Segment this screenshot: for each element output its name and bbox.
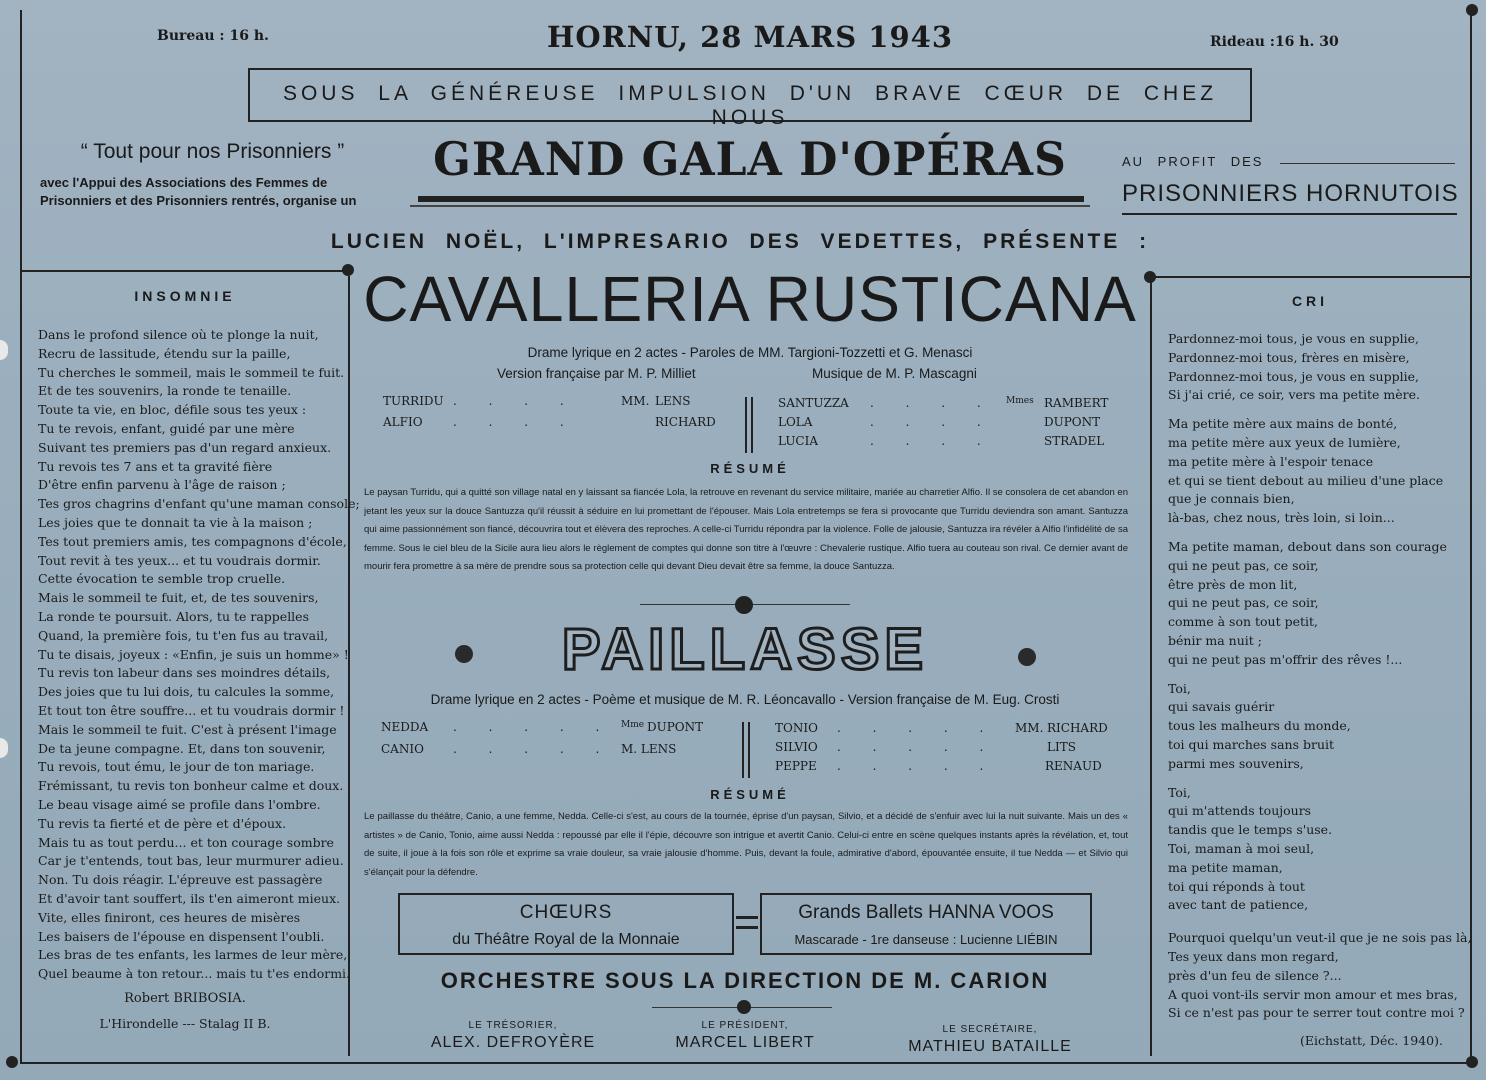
opera2-resume: Le paillasse du théâtre, Canio, a une femme, Nedda. Celle-ci s'est, au cours de la tournée, éprise d'un paysan, Silvio, et a décidé de s'enfuir avec lui la nuit suivante. Mais un des « artistes » de Canio, Tonio, aime aussi Nedda : repoussé par elle il l'épie, découvre son intrigue et avertit Canio. Celui-ci entre en scène quelques instants après la révélation, et, tout de suite, il joue à la fois son rôle et exprime sa vraie douleur, sa vraie jalousie d'homme. Puis, devant la foule, admirative d'abord, épouvantée ensuite, il tue Nedda — et Silvio qui s'élançait pour la défendre.: [364, 811, 1128, 878]
role-name: LUCIA: [778, 434, 819, 448]
officer-role: LE SECRÉTAIRE,: [942, 1024, 1038, 1035]
cast-row: [383, 394, 728, 413]
equals-sign-top: [736, 916, 758, 919]
leader-dots: . . . . .: [837, 721, 998, 735]
poem-line: Le beau visage aimé se profile dans l'ombre.: [38, 796, 321, 812]
left-poem-title: INSOMNIE: [134, 288, 236, 304]
poem-line: Recru de lassitude, étendu sur la paille,: [38, 345, 291, 361]
poem-line: Quand, la première fois, tu t'en fus au travail,: [38, 627, 329, 643]
poem-line: comme à son tout petit,: [1168, 614, 1319, 630]
poem-line: Pardonnez-moi tous, frères en misère,: [1168, 349, 1410, 365]
poem-line: Car je t'entends, tout bas, leur murmurer adieu.: [38, 853, 344, 869]
opera2-cast-left: [381, 720, 726, 761]
title-prefix: Mme: [621, 720, 645, 730]
poem-line: Et tout ton être souffre... et tu voudrais dormir !: [38, 702, 345, 718]
poem-line: ma petite mère aux yeux de lumière,: [1168, 434, 1401, 450]
role-name: ALFIO: [383, 415, 423, 429]
poem-stanza: [1168, 415, 1468, 528]
poem-line: Tes yeux dans mon regard,: [1168, 948, 1339, 964]
punch-hole-bottom: [0, 738, 8, 758]
officer-role: LE TRÉSORIER,: [468, 1020, 558, 1031]
role-name: PEPPE: [775, 759, 817, 773]
presenter-line: LUCIEN NOËL, L'IMPRESARIO DES VEDETTES, PRÉSENTE :: [330, 230, 1150, 253]
actor-name: DUPONT: [1044, 415, 1101, 429]
poem-line: Tes tout premiers amis, tes compagnons d'école,: [38, 533, 347, 549]
poem-line: Tu revis ta fierté et de père et d'époux.: [38, 815, 287, 831]
beneficiaries: PRISONNIERS HORNUTOIS: [1122, 180, 1459, 207]
cast-row: [775, 721, 1120, 740]
poem-line: qui ne peut pas, ce soir,: [1168, 595, 1319, 611]
opera1-resume-title: RÉSUMÉ: [710, 461, 790, 476]
role-name: SANTUZZA: [778, 396, 849, 410]
right-column-divider: [1150, 282, 1152, 1056]
leader-dots: . . . .: [453, 394, 578, 408]
right-border-line: [1470, 10, 1472, 1062]
right-poem-body: [1168, 330, 1472, 1033]
poem-line: Ma petite maman, debout dans son courage: [1168, 538, 1447, 554]
role-name: TONIO: [775, 721, 818, 735]
bureau-time: Bureau : 16 h.: [157, 28, 269, 44]
actor-name: RENAUD: [1045, 759, 1102, 773]
poem-line: parmi mes souvenirs,: [1168, 755, 1304, 771]
date-line: HORNU, 28 MARS 1943: [547, 20, 953, 54]
main-title-underline: [418, 196, 1084, 202]
cast-divider: [748, 722, 750, 778]
actor-name: STRADEL: [1044, 434, 1105, 448]
orchestre-line: ORCHESTRE SOUS LA DIRECTION DE M. CARION: [440, 968, 1050, 993]
opera1-cast-right: [778, 396, 1118, 453]
poem-line: Les bras de tes enfants, les larmes de leur mère,: [38, 947, 348, 963]
organizer-line: avec l'Appui des Associations des Femmes de: [40, 175, 328, 190]
actor-name: LENS: [655, 394, 691, 408]
cast-row: [778, 396, 1118, 415]
leader-dots: . . . .: [870, 396, 995, 410]
poem-line: Des joies que tu lui dois, tu calcules la somme,: [38, 684, 335, 700]
actor-name: RICHARD: [655, 415, 716, 429]
officer-secretary: [890, 1024, 1090, 1056]
profit-rule: [1280, 163, 1455, 164]
cast-row: [381, 742, 726, 761]
poem-line: La ronde te poursuit. Alors, tu te rappelles: [38, 608, 309, 624]
corner-dot-top-right: [1466, 4, 1478, 16]
poem-line: avec tant de patience,: [1168, 897, 1309, 913]
poem-line: Ma petite mère aux mains de bonté,: [1168, 416, 1398, 432]
poem-line: Tu revis ton labeur dans ses moindres détails,: [38, 665, 331, 681]
paillasse-right-dot: [1018, 648, 1036, 666]
poem-line: près d'un feu de silence ?...: [1168, 967, 1342, 983]
poem-line: Les baisers de l'épouse en dispensent l'oubli.: [38, 928, 325, 944]
choeurs-box: [398, 893, 734, 955]
leader-dots: . . . .: [870, 415, 995, 429]
cast-row: [775, 740, 1120, 759]
officer-name: MATHIEU BATAILLE: [908, 1038, 1072, 1055]
opera1-title: CAVALLERIA RUSTICANA: [363, 263, 1137, 335]
poem-line: Toi, maman à moi seul,: [1168, 840, 1315, 856]
left-poem-source: L'Hirondelle --- Stalag II B.: [99, 1016, 271, 1031]
poem-line: Tout revit à tes yeux... et tu voudrais dormir.: [38, 552, 321, 568]
opera2-cast-right: [775, 721, 1120, 778]
orchestre-ornament-dot: [737, 1000, 751, 1014]
left-column-top-rule: [22, 270, 348, 272]
leader-dots: . . . . .: [837, 759, 998, 773]
cast-divider: [751, 397, 753, 453]
poem-line: A quoi vont-ils servir mon amour et mes bras,: [1168, 986, 1458, 1002]
poem-line: Vite, elles finiront, ces heures de misères: [38, 909, 301, 925]
poem-line: Tu te revois, enfant, guidé par une mère: [38, 420, 295, 436]
opera2-subtitle: Drame lyrique en 2 actes - Poème et musique de M. R. Léoncavallo - Version française de M. Eug. Crosti: [430, 692, 1060, 707]
role-name: SILVIO: [775, 740, 818, 754]
right-poem-signature: (Eichstatt, Déc. 1940).: [1300, 1033, 1443, 1048]
poem-line: Toute ta vie, en bloc, défile sous tes yeux :: [38, 402, 307, 418]
role-name: TURRIDU: [383, 394, 444, 408]
poem-line: Suivant tes premiers pas d'un regard anxieux.: [38, 439, 332, 455]
poem-line: Toi,: [1168, 680, 1191, 696]
poem-line: Mais tu as tout perdu... et ton courage sombre: [38, 834, 334, 850]
title-prefix: Mmes: [1006, 396, 1034, 406]
impulse-banner-box: [248, 68, 1252, 129]
left-column-dot: [342, 264, 354, 276]
punch-hole-top: [0, 340, 8, 360]
poem-line: Toi,: [1168, 784, 1191, 800]
opera1-resume: Le paysan Turridu, qui a quitté son village natal en y laissant sa fiancée Lola, la retrouve en revenant du service militaire, mariée au charretier Alfio. Il se consolera de cet abandon en jetant les yeux sur la douce Santuzza qu'il réussit à séduire en lui promettant de l'épouser. Mais Lola entretemps se fera si provocante que Turridu deviendra son amant. Santuzza qui aime passionnément son fiancé, découvrira tout et élèvera des reproches. A celle-ci Turridu répondra par la violence. Folle de jalousie, Santuzza ira révéler à Alfio l'infidélité de sa femme. Sous le ciel bleu de la Sicile aura lieu alors le règlement de comptes qui donne son titre à l'œuvre : Chevalerie rustique. Alfio tuera au couteau son rival. Ce dernier avant de mourir fera promettre à sa mère de prendre sous sa protection celle qui devant Dieu devait être sa femme, la douce Santuzza.: [364, 487, 1128, 572]
cast-row: [778, 415, 1118, 434]
opera1-music: Musique de M. P. Mascagni: [812, 366, 977, 381]
right-poem-title: CRI: [1291, 293, 1329, 309]
leader-dots: . . . . .: [837, 740, 998, 754]
poem-line: Non. Tu dois réagir. L'épreuve est passagère: [38, 872, 323, 888]
poem-line: Dans le profond silence où te plonge la nuit,: [38, 327, 319, 342]
leader-dots: . . . . .: [453, 720, 614, 734]
poem-line: Pardonnez-moi tous, je vous en supplie,: [1168, 368, 1419, 384]
poem-line: qui ne peut pas m'offrir des rêves !...: [1168, 651, 1403, 667]
paillasse-left-dot: [455, 645, 473, 663]
opera1-subtitle: Drame lyrique en 2 actes - Paroles de MM. Targioni-Tozzetti et G. Menasci: [527, 345, 973, 360]
cast-row: [383, 415, 728, 434]
title-prefix: MM.: [621, 394, 650, 408]
organizer-line: Prisonniers et des Prisonniers rentrés, organise un: [40, 193, 357, 208]
right-column-top-rule: [1150, 276, 1470, 278]
poem-line: Tu te disais, joyeux : «Enfin, je suis un homme» !: [38, 646, 349, 662]
poem-line: Tu revois tes 7 ans et ta gravité fière: [38, 458, 273, 474]
poem-line: que je connais bien,: [1168, 491, 1295, 507]
cast-divider: [742, 722, 744, 778]
main-title-underline-thin: [410, 205, 1090, 207]
officer-name: MARCEL LIBERT: [675, 1034, 815, 1051]
cast-row: [381, 720, 726, 739]
poem-line: ma petite mère à l'espoir tenace: [1168, 453, 1374, 469]
poem-line: Si j'ai crié, ce soir, vers ma petite mère.: [1168, 387, 1420, 403]
poem-line: Si ce n'est pas pour te serrer tout contre moi ?: [1168, 1005, 1465, 1021]
poem-stanza: [1168, 680, 1468, 774]
left-poem-author: Robert BRIBOSIA.: [124, 991, 246, 1006]
leader-dots: . . . .: [453, 415, 578, 429]
ballets-title: Grands Ballets HANNA VOOS: [798, 902, 1054, 923]
actor-name: DUPONT: [647, 720, 704, 734]
profit-label: AU PROFIT DES: [1122, 154, 1264, 169]
choeurs-subtitle: du Théâtre Royal de la Monnaie: [452, 931, 680, 948]
cast-row: [778, 434, 1118, 453]
poem-line: qui ne peut pas, ce soir,: [1168, 557, 1319, 573]
poem-line: Les joies que te donnait ta vie à la maison ;: [38, 514, 313, 530]
actor-name: RAMBERT: [1044, 396, 1109, 410]
poem-line: qui m'attends toujours: [1168, 803, 1312, 819]
officer-treasurer: [418, 1020, 608, 1052]
officer-name: ALEX. DEFROYÈRE: [430, 1034, 596, 1051]
poem-line: D'être enfin parvenu à l'âge de raison ;: [38, 477, 286, 493]
left-poem-body: [38, 326, 360, 984]
slogan: “ Tout pour nos Prisonniers ”: [80, 140, 345, 163]
poem-line: ma petite maman,: [1168, 859, 1283, 875]
actor-name: RICHARD: [1047, 721, 1108, 735]
opera1-cast-left: [383, 394, 728, 434]
poem-line: tous les malheurs du monde,: [1168, 718, 1351, 734]
poem-line: Tu cherches le sommeil, mais le sommeil te fuit.: [38, 364, 345, 380]
poem-line: Mais le sommeil te fuit, et, de tes souvenirs,: [38, 590, 319, 606]
leader-dots: . . . . .: [453, 742, 614, 756]
poem-line: toi qui marches sans bruit: [1168, 736, 1335, 752]
opera1-version: Version française par M. P. Milliet: [497, 366, 696, 381]
choeurs-title: CHŒURS: [519, 902, 613, 923]
officer-president: [650, 1020, 840, 1052]
beneficiaries-rule: [1122, 213, 1457, 215]
bottom-border-line: [20, 1062, 1470, 1064]
poem-line: qui savais guérir: [1168, 699, 1275, 715]
rideau-time: Rideau :16 h. 30: [1210, 34, 1339, 50]
poem-stanza: [1168, 538, 1468, 670]
ornament-dot: [735, 596, 753, 614]
left-border-line: [20, 10, 22, 1062]
poem-line: Mais le sommeil te fuit. C'est à présent l'image: [38, 721, 337, 737]
poem-line: et qui se tient debout au milieu d'une place: [1168, 472, 1444, 488]
ballets-subtitle: Mascarade - 1re danseuse : Lucienne LIÉBIN: [794, 932, 1058, 947]
poem-line: tandis que le temps s'use.: [1168, 822, 1333, 838]
cast-divider: [745, 397, 747, 453]
actor-name: LITS: [1047, 740, 1076, 754]
poem-line: Tu revois, tout ému, le jour de ton mariage.: [38, 759, 315, 775]
left-column-divider: [348, 276, 350, 1056]
poem-line: Tes gros chagrins d'enfant qu'une maman console;: [38, 496, 360, 512]
poem-stanza: [1168, 330, 1468, 405]
equals-sign-bottom: [736, 926, 758, 929]
cast-row: [775, 759, 1120, 778]
poem-line: Pardonnez-moi tous, je vous en supplie,: [1168, 331, 1419, 346]
poem-line: être près de mon lit,: [1168, 576, 1298, 592]
officer-role: LE PRÉSIDENT,: [701, 1020, 789, 1031]
organizer-text: [40, 174, 385, 210]
poem-line: toi qui réponds à tout: [1168, 878, 1305, 894]
impulse-banner-text: SOUS LA GÉNÉREUSE IMPULSION D'UN BRAVE CŒUR DE CHEZ NOUS: [282, 82, 1218, 129]
poem-line: bénir ma nuit ;: [1168, 632, 1262, 648]
poem-line: là-bas, chez nous, très loin, si loin...: [1168, 510, 1395, 526]
corner-dot-bottom-left: [6, 1056, 18, 1068]
poem-line: Quel beaume à ton retour... mais tu t'es endormi.: [38, 966, 351, 982]
main-title: GRAND GALA D'OPÉRAS: [433, 132, 1067, 186]
role-name: NEDDA: [381, 720, 429, 734]
ballets-box: [760, 893, 1092, 955]
poem-line: Et de tes souvenirs, la ronde te tenaille.: [38, 383, 292, 399]
leader-dots: . . . .: [870, 434, 995, 448]
poem-line: Pourquoi quelqu'un veut-il que je ne sois pas là,: [1168, 930, 1472, 946]
poem-line: Cette évocation te semble trop cruelle.: [38, 571, 286, 587]
role-name: CANIO: [381, 742, 424, 756]
poem-stanza: [1168, 929, 1472, 1023]
title-prefix: MM.: [1015, 721, 1044, 735]
poem-line: De ta jeune compagne. Et, dans ton souvenir,: [38, 740, 326, 756]
opera2-title: PAILLASSE: [561, 617, 929, 682]
role-name: LOLA: [778, 415, 813, 429]
poem-stanza: [1168, 784, 1468, 916]
poem-line: Frémissant, tu revis ton bonheur calme et doux.: [38, 778, 344, 794]
opera2-resume-title: RÉSUMÉ: [710, 787, 790, 802]
actor-name: M. LENS: [621, 742, 677, 756]
poem-line: Et d'avoir tant souffert, ils t'en aimeront mieux.: [38, 890, 341, 906]
corner-dot-bottom-right: [1466, 1056, 1478, 1068]
